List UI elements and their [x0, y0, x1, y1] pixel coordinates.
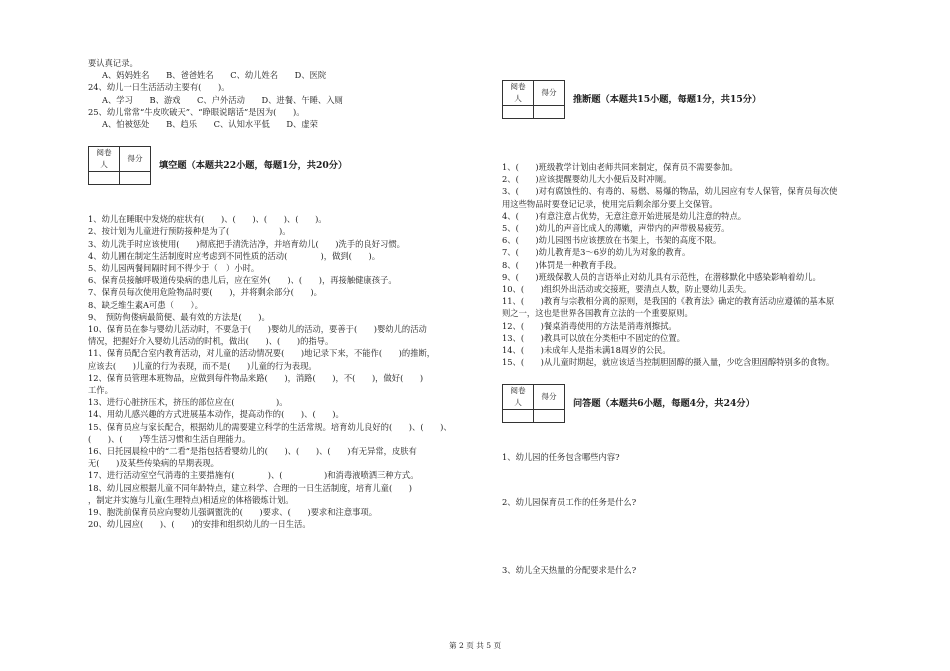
score-box — [502, 384, 565, 423]
judge-item: 13、( )教具可以放在分类柜中不固定的位置。 — [502, 332, 685, 343]
judge-item: 3、( )对有腐蚀性的、有毒的、易燃、易爆的物品，幼儿园应有专人保管，保育员每次使 — [502, 186, 838, 197]
judge-item: 4、( )有意注意占优势，无意注意开始进展是幼儿注意的特点。 — [502, 210, 747, 221]
section-title-judge: 推断题（本题共15小题，每题1分，共15分） — [573, 94, 762, 105]
score-label: 得分 — [534, 81, 565, 106]
judge-item: 6、( )幼儿园图书应该摆放在书架上，书架的高度不限。 — [502, 235, 722, 246]
fill-item: 2、按计划为儿童进行预防接种是为了( )。 — [88, 226, 291, 237]
fill-item: 1、幼儿在睡眠中发烧的症状有( )、( )、( )、( )。 — [88, 214, 327, 225]
q24-text: 24、幼儿一日生活活动主要有( )。 — [88, 82, 230, 93]
score-cell[interactable] — [534, 410, 565, 423]
fill-item: 5、幼儿园两餐间隔时间不得少于（ ）小时。 — [88, 263, 260, 274]
fill-item: 15、保育员应与家长配合，根据幼儿的需要建立科学的生活常规。培育幼儿良好的( )、( )、 — [88, 421, 452, 432]
fill-item: 8、缺乏维生素A可患（ ）。 — [88, 299, 203, 310]
fill-item: 7、保育员每次使用危险物品时要( )，并将剩余部分( )。 — [88, 287, 322, 298]
fill-item: 14、用幼儿感兴趣的方式进展基本动作，提高动作的( )、( )。 — [88, 409, 344, 420]
judge-item: 1、( )班级教学计划由老师共同来制定，保育员不需要参加。 — [502, 162, 738, 172]
judge-item: 10、( )组织外出活动或交接班，要清点人数，防止婴幼儿丢失。 — [502, 284, 752, 295]
judge-item: 用这些物品时要登记记录，使用完后剩余部分要上交保管。 — [502, 198, 718, 209]
fill-item: 13、进行心脏挤压术，挤压的部位应在( )。 — [88, 397, 288, 408]
q25-options: A、怕被惩处 B、趋乐 C、认知水平低 D、虚荣 — [102, 119, 318, 130]
reviewer-label: 阅卷人 — [89, 147, 120, 172]
reviewer-label: 阅卷人 — [503, 385, 534, 410]
judge-item: 12、( )餐桌消毒使用的方法是消毒剂擦拭。 — [502, 320, 677, 331]
q23-options: A、妈妈姓名 B、爸爸姓名 C、幼儿姓名 D、医院 — [102, 70, 327, 81]
qa-item: 1、幼儿园的任务包含哪些内容? — [502, 452, 620, 463]
judge-item: 7、( )幼儿教育是3～6岁的幼儿为对象的教育。 — [502, 247, 691, 258]
reviewer-cell[interactable] — [503, 106, 534, 119]
q25-text: 25、幼儿常常“牛皮吹破天”、“睁眼说瞎话”是因为( )。 — [88, 106, 305, 117]
fill-item: 9、 预防佝偻病最简便、最有效的方法是( )。 — [88, 311, 270, 322]
fill-item: 19、胞洗前保育员应向婴幼儿强调盥洗的( )要求、( )要求和注意事项。 — [88, 507, 378, 518]
judge-section-header — [502, 80, 886, 119]
right-column — [502, 80, 886, 576]
qa-items — [502, 451, 886, 576]
fill-section-header — [88, 146, 480, 185]
score-cell[interactable] — [120, 172, 151, 185]
fill-item: 4、幼儿圃在制定生活制度时应考虑到不同性质的活动( )，做到( )。 — [88, 250, 381, 261]
judge-item: 2、( )应该提醒婴幼儿大小便后及时冲厕。 — [502, 174, 672, 185]
reviewer-label: 阅卷人 — [503, 81, 534, 106]
page-footer: 第 2 页 共 5 页 — [448, 641, 502, 650]
fill-item: 6、保育员接触呼吸道传染病的患儿后，应在室外( )、( )，再接触健康孩子。 — [88, 275, 397, 286]
fill-item: 17、进行活动室空气消毒的主要措施有( )、( )和消毒液喷洒三种方式。 — [88, 470, 419, 481]
fill-item: 情况，把握好介入婴幼儿活动的时机，做出( )、( )的指导。 — [88, 336, 334, 347]
judge-item: 15、( )从儿童时期起，就应该适当控制胆固醇的摄入量，少吃含胆固醇特别多的食物。 — [502, 357, 835, 368]
score-box — [502, 80, 565, 119]
reviewer-cell[interactable] — [89, 172, 120, 185]
fill-item: 16、日托园晨检中的“二看”是指包括看婴幼儿的( )、( )、( )有无异常，皮肤有 — [88, 446, 417, 457]
fill-item: ，制定并实施与儿童(生理特点)相适应的体格锻炼计划。 — [88, 494, 294, 505]
fill-item: 应该去( )儿童的行为表现，而不是( )儿童的行为表现。 — [88, 360, 317, 371]
section-title-qa: 问答题（本题共6小题，每题4分，共24分） — [573, 398, 755, 410]
fill-items — [88, 213, 480, 530]
section-title-fill: 填空题（本题共22小题，每题1分，共20分） — [159, 160, 348, 172]
fill-item: 12、保育员管理本班物品，应做到每件物品来路( )，消路( )，不( )，做好( ) — [88, 372, 424, 383]
fill-item: 10、保育员在参与婴幼儿活动时，不要急于( )婴幼儿的活动，要善于( )婴幼儿的活动 — [88, 324, 427, 335]
judge-item: 8、( )体罚是一种教育手段。 — [502, 259, 622, 270]
qa-section-header — [502, 384, 886, 423]
judge-item: 11、( )教育与宗教相分离的原则，是我国的《教育法》确定的教育活动应遵循的基本原 — [502, 296, 835, 307]
judge-item: 则之一，这也是世界各国教育立法的一个重要原则。 — [502, 308, 693, 319]
fill-item: 无( )及某些传染病的早期表现。 — [88, 458, 219, 469]
reviewer-cell[interactable] — [503, 410, 534, 423]
fill-item: 3、幼儿洗手时应该使用( )彻底把手清洗洁净，并培育幼儿( )洗手的良好习惯。 — [88, 238, 405, 249]
judge-items — [502, 161, 886, 368]
fill-item: 18、幼儿园应根据儿童不同年龄特点，建立科学、合理的一日生活制度，培育儿童( ) — [88, 482, 413, 493]
judge-item: 14、( )未成年人是指未满18周岁的公民。 — [502, 345, 671, 356]
intro-text: 要认真记录。 — [88, 58, 138, 68]
fill-item: 20、幼儿园应( )、( )的安排和组织幼儿的一日生活。 — [88, 519, 311, 530]
score-label: 得分 — [120, 147, 151, 172]
fill-item: ( )、( )等生活习惯和生活自理能力。 — [88, 433, 251, 444]
score-cell[interactable] — [534, 106, 565, 119]
judge-item: 5、( )幼儿的声音比成人的薄嫩，声带内的声带极易疲劳。 — [502, 223, 730, 234]
qa-item: 2、幼儿园保育员工作的任务是什么? — [502, 496, 637, 507]
qa-item: 3、幼儿全天热量的分配要求是什么? — [502, 564, 637, 575]
judge-item: 9、( )班级保教人员的言语举止对幼儿具有示范性，在潜移默化中感染影响着幼儿。 — [502, 271, 821, 282]
fill-item: 11、保育员配合室内教育活动，对儿童的活动情况要( )地记录下来，不能作( )的推断， — [88, 348, 436, 359]
fill-item: 工作。 — [88, 385, 113, 396]
left-column — [88, 57, 480, 531]
q24-options: A、学习 B、游戏 C、户外活动 D、进餐、午睡、入厕 — [102, 94, 343, 105]
score-label: 得分 — [534, 385, 565, 410]
score-box — [88, 146, 151, 185]
